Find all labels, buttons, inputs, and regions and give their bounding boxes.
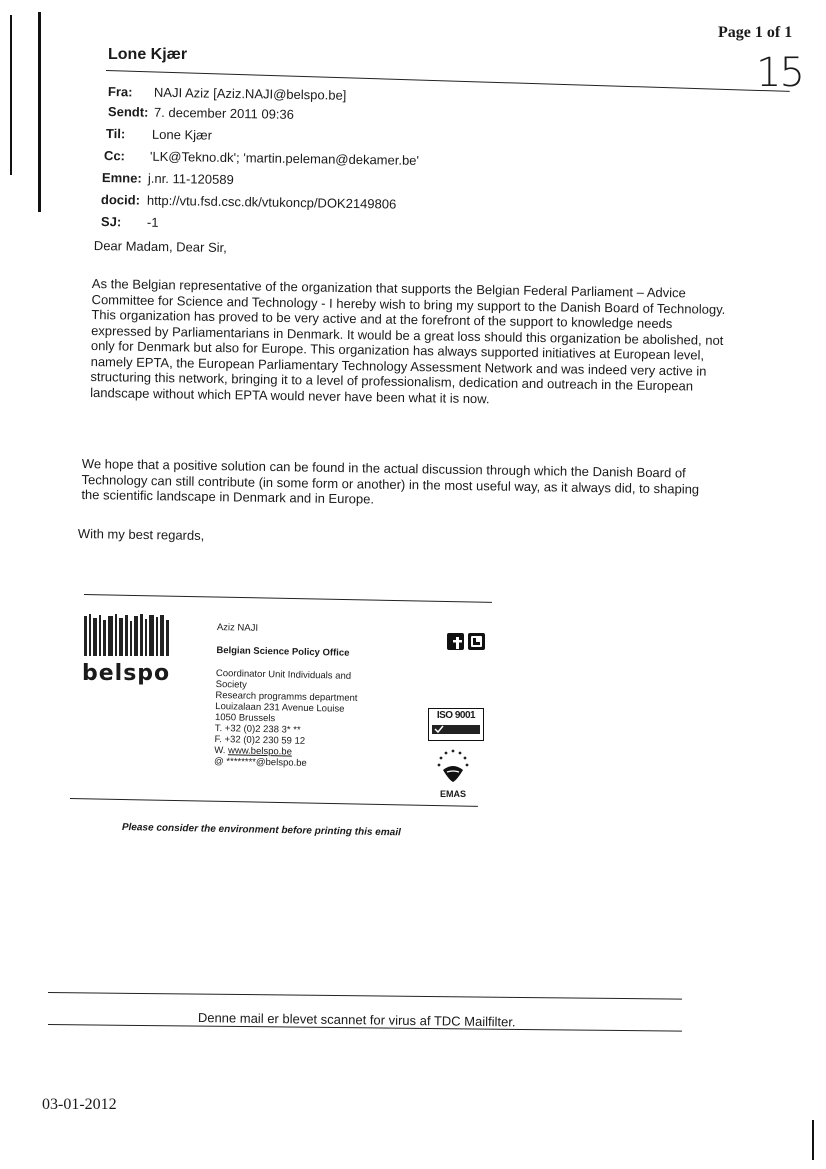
scan-edge-line [10, 15, 12, 175]
header-value: 7. december 2011 09:36 [153, 104, 295, 122]
header-value: Lone Kjær [151, 126, 213, 143]
header-key: Til: [105, 126, 126, 142]
header-value: -1 [146, 214, 159, 230]
scan-edge-line [812, 1120, 814, 1160]
scan-note: Denne mail er blevet scannet for virus af TDC Mailfilter. [197, 1010, 516, 1030]
facebook-twitter-icon[interactable] [446, 632, 488, 652]
header-docid [101, 192, 397, 212]
iso-certification-icon [432, 725, 480, 734]
signature-email: @ ********@belspo.be [213, 755, 307, 769]
sender-name: Lone Kjær [108, 46, 188, 63]
signature-line: Society [215, 678, 247, 691]
signature-line: F. +32 (0)2 230 59 12 [214, 733, 306, 747]
signature-line: Louizalaan 231 Avenue Louise [215, 700, 345, 715]
signature-web-link[interactable]: www.belspo.be [227, 745, 293, 758]
header-subject [102, 170, 234, 187]
body-paragraph-2: We hope that a positive solution can be found in the actual discussion through which the Danish Board of Technology can still contribute (in some form or another) in the most useful way, as it always did, to shaping the scientific landscape in Denmark and in Europe. [81, 456, 700, 507]
signature-web-prefix: W. [214, 744, 226, 757]
signature-line: T. +32 (0)2 238 3* ** [214, 722, 301, 736]
environment-note: Please consider the environment before printing this email [121, 822, 401, 839]
iso-label: ISO 9001 [436, 710, 476, 721]
header-key: SJ: [100, 214, 122, 230]
header-key: Sendt: [107, 104, 149, 120]
header-sent [108, 104, 294, 122]
belspo-barcode-icon [82, 612, 174, 658]
header-value: 'LK@Tekno.dk'; 'martin.peleman@dekamer.be' [149, 148, 420, 168]
header-value: NAJI Aziz [Aziz.NAJI@belspo.be] [153, 84, 347, 103]
belspo-logo [82, 612, 182, 686]
header-cc [104, 148, 419, 168]
header-value: http://vtu.fsd.csc.dk/vtukoncp/DOK2149806 [146, 192, 397, 212]
signature-line: Coordinator Unit Individuals and [215, 667, 352, 682]
header-to [106, 126, 212, 143]
date-stamp: 03-01-2012 [42, 1096, 117, 1113]
emas-logo [428, 748, 478, 799]
header-value: j.nr. 11-120589 [147, 170, 234, 188]
belspo-logo-text: belspo [82, 661, 171, 686]
signature-text [214, 622, 417, 771]
header-from [108, 84, 347, 103]
handwritten-number: 15 [756, 50, 803, 96]
closing: With my best regards, [77, 526, 205, 543]
social-icons [446, 632, 488, 657]
scan-top-rule [48, 992, 682, 1000]
signature-organization: Belgian Science Policy Office [216, 644, 350, 659]
header-key: Cc: [103, 148, 126, 164]
page-label: Page 1 of 1 [718, 24, 793, 41]
header-key: docid: [100, 192, 141, 208]
header-key: Emne: [101, 170, 142, 186]
scan-edge-line [38, 12, 41, 212]
signature-line: Research programms department [215, 689, 358, 704]
header-key: Fra: [107, 84, 133, 100]
signature-line: 1050 Brussels [214, 711, 276, 725]
emas-label: EMAS [439, 789, 466, 799]
iso-badge [428, 708, 484, 741]
header-sj [101, 214, 159, 230]
signature-top-rule [84, 594, 492, 603]
signature-name: Aziz NAJI [216, 622, 259, 634]
emas-leaf-icon [431, 748, 475, 784]
body-paragraph-1: As the Belgian representative of the organization that supports the Belgian Federal Parliament – Advice Committee for Science and Technology - I hereby wish to bring my support to the Danish Board of Technology. This organization has proved to be very active and at the forefront of the support to knowledge needs expressed by Parliamentarians in Denmark. It would be a great loss should this organization be abolished, not only for Denmark but also for Europe. This organization has always supported initiatives at European level, namely EPTA, the European Parliamentary Technology Assessment Network and was indeed very active in structuring this network, bringing it to a level of professionalism, dedication and outreach in the European landscape without which EPTA would never have been what it is now. [90, 276, 726, 406]
signature-bottom-rule [70, 798, 478, 807]
greeting: Dear Madam, Dear Sir, [93, 238, 227, 256]
